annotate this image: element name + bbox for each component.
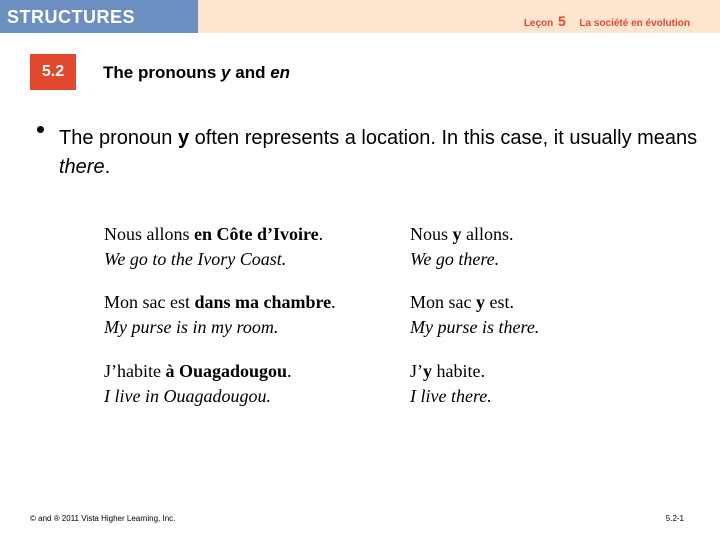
- section-number-badge: 5.2: [30, 54, 76, 90]
- bullet-part2: often represents a location. In this case, it usually means: [189, 127, 698, 149]
- example-french: Mon sac y est.: [410, 292, 514, 312]
- bullet-point: [37, 126, 44, 133]
- example-french: Nous y allons.: [410, 224, 514, 244]
- bullet-there: there: [59, 156, 105, 178]
- example-right-1: [410, 222, 514, 272]
- section-label: STRUCTURES: [7, 7, 136, 27]
- example-french: J’y habite.: [410, 361, 485, 381]
- example-english: I live in Ouagadougou.: [104, 386, 271, 406]
- example-english: My purse is in my room.: [104, 317, 279, 337]
- example-left-2: [104, 290, 336, 340]
- page-number: 5.2-1: [665, 514, 684, 523]
- title-y: y: [221, 63, 231, 82]
- example-left-1: [104, 222, 323, 272]
- lesson-word: Leçon: [523, 18, 554, 29]
- example-french: Mon sac est dans ma chambre.: [104, 292, 336, 312]
- example-right-2: [410, 290, 539, 340]
- section-title: [103, 63, 290, 83]
- example-french: J’habite à Ouagadougou.: [104, 361, 292, 381]
- bullet-part1: The pronoun: [59, 127, 178, 149]
- lesson-header: [524, 13, 690, 29]
- example-right-3: [410, 359, 492, 409]
- copyright: © and ® 2011 Vista Higher Learning, Inc.: [30, 514, 176, 523]
- title-en: en: [270, 63, 291, 82]
- bullet-y: y: [177, 127, 190, 149]
- example-english: We go to the Ivory Coast.: [104, 249, 287, 269]
- example-english: We go there.: [410, 249, 500, 269]
- lesson-number: 5: [558, 13, 566, 29]
- example-english: My purse is there.: [410, 317, 540, 337]
- example-french: Nous allons en Côte d’Ivoire.: [104, 224, 324, 244]
- bullet-end: .: [104, 156, 111, 178]
- title-and: and: [230, 63, 271, 82]
- lesson-title: La société en évolution: [579, 18, 690, 29]
- top-banner: [0, 0, 720, 33]
- title-prefix: The pronouns: [103, 63, 222, 82]
- bullet-text: [59, 124, 699, 182]
- example-english: I live there.: [410, 386, 492, 406]
- section-tab: [0, 0, 198, 33]
- example-left-3: [104, 359, 292, 409]
